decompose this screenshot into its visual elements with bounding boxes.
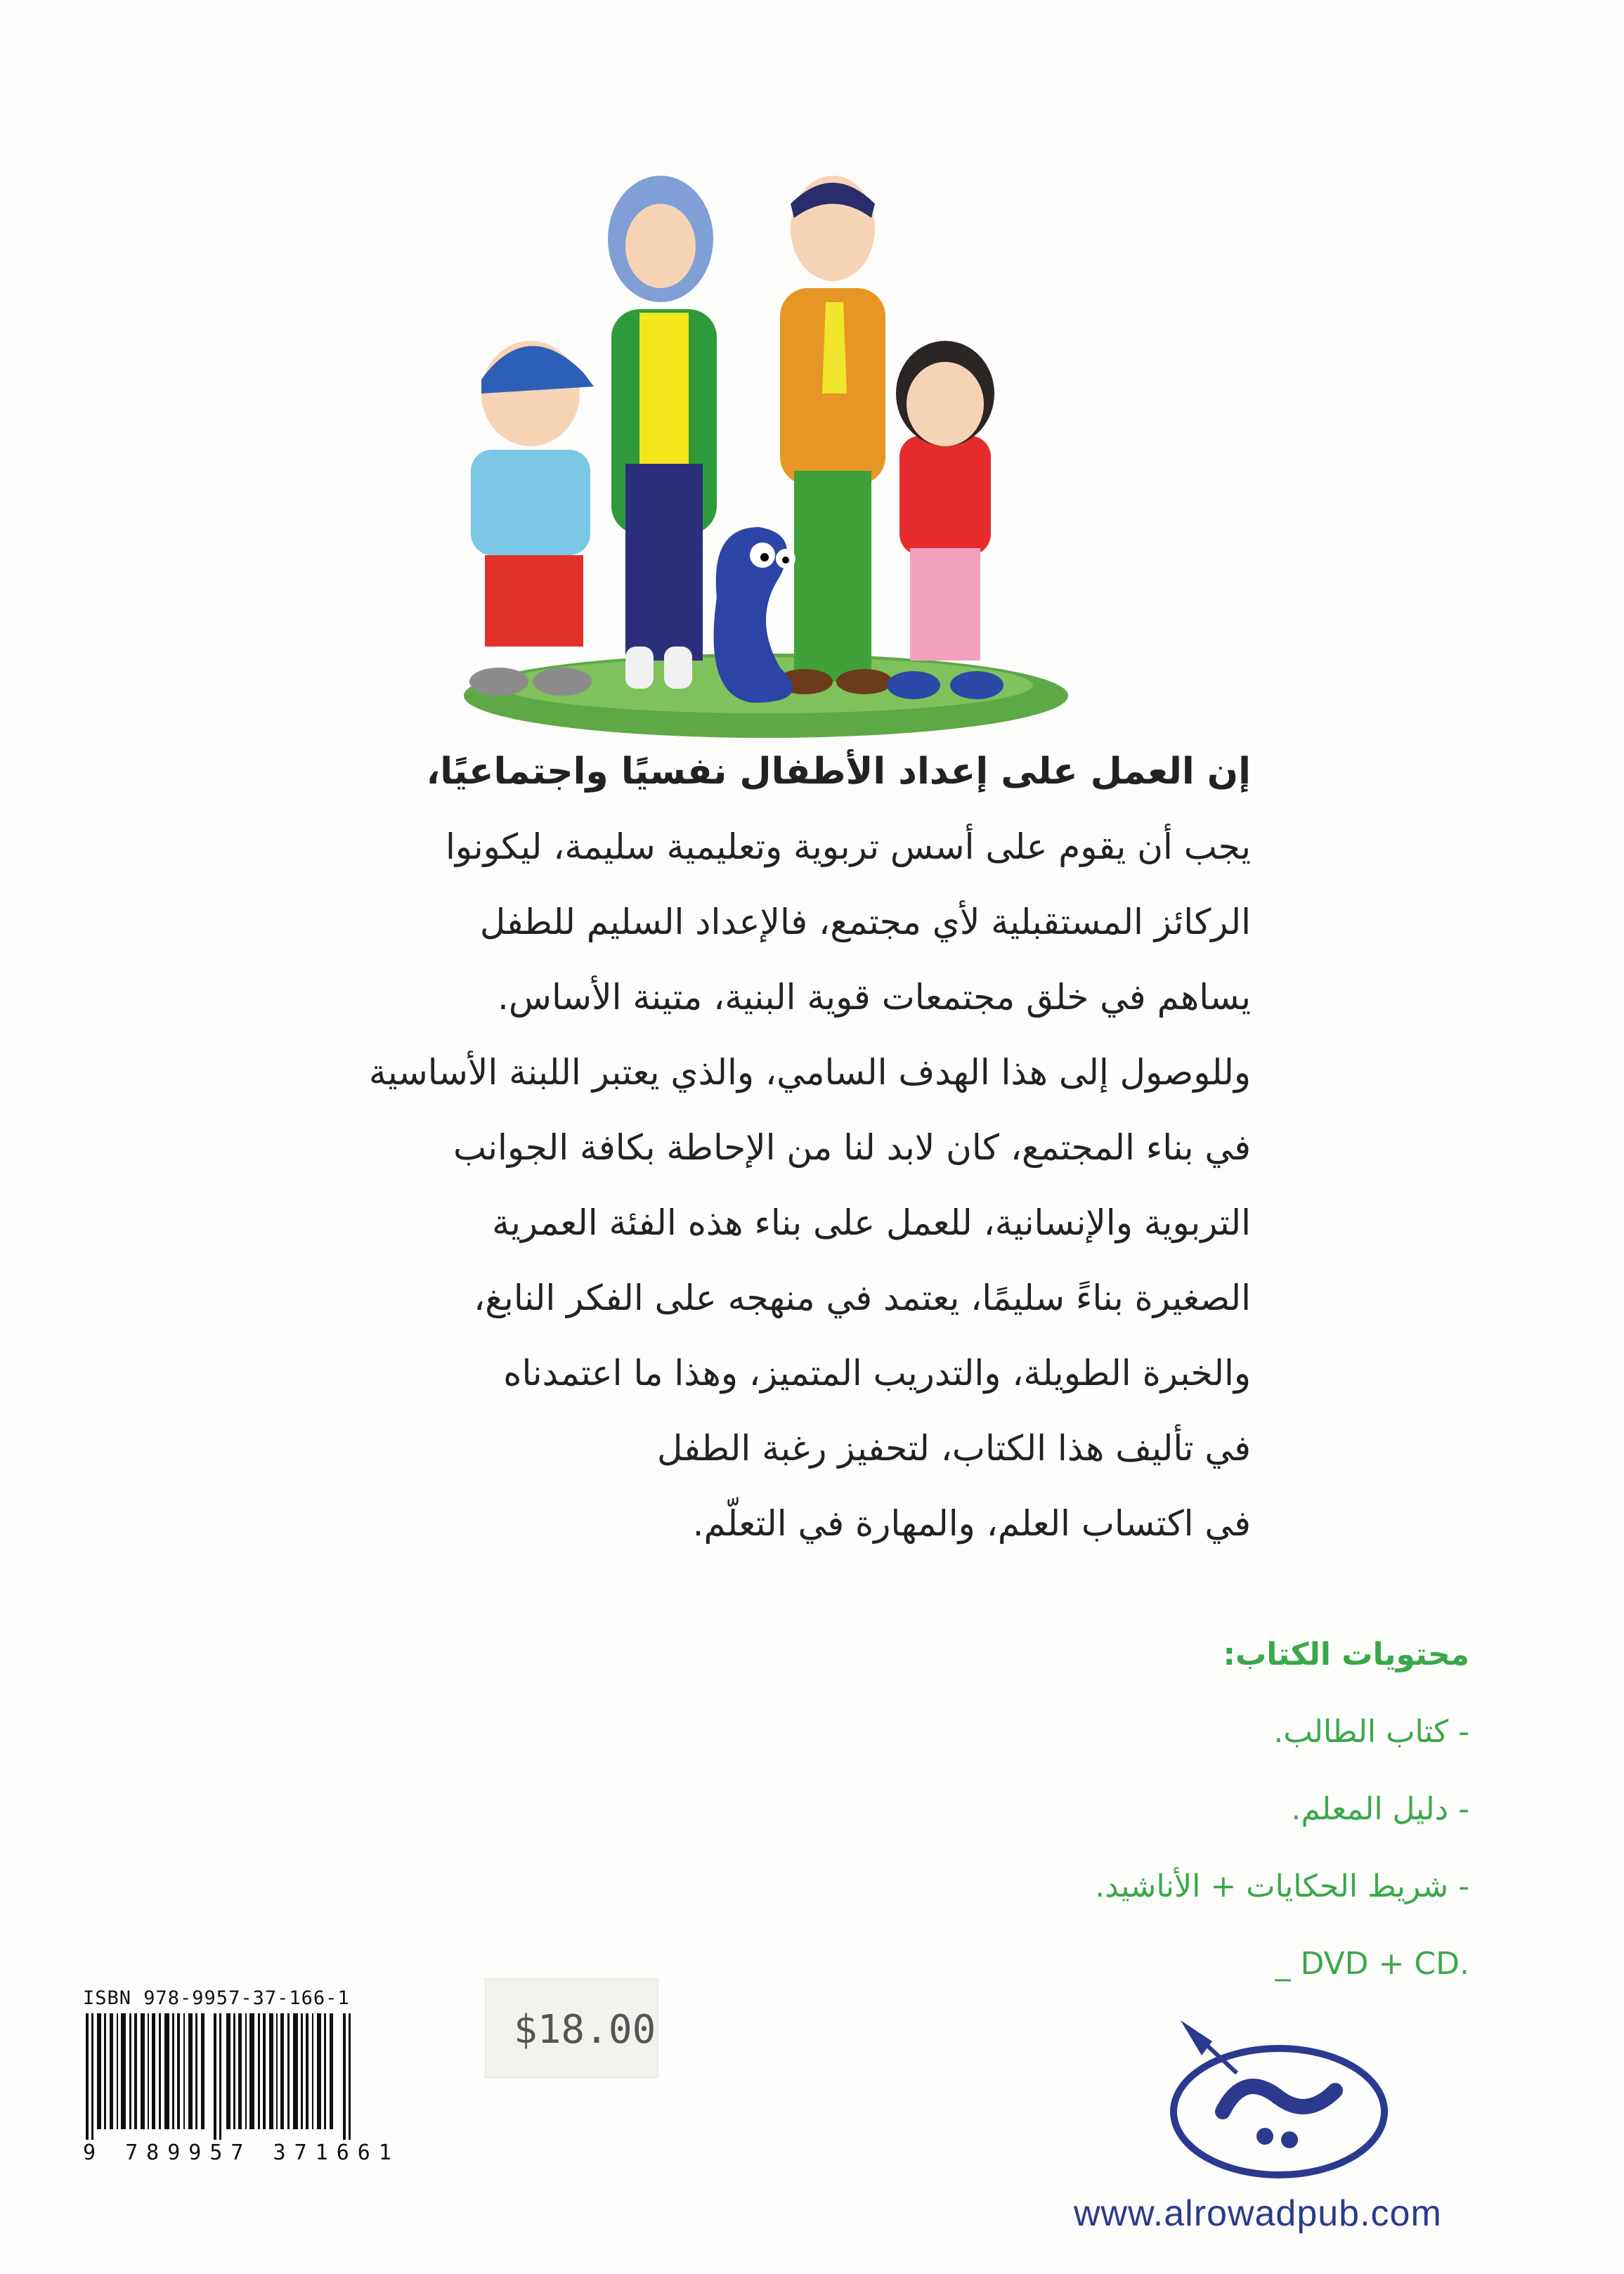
paragraph-line: في تأليف هذا الكتاب، لتحفيز رغبة الطفل bbox=[657, 1428, 1251, 1469]
paragraph-line: الركائز المستقبلية لأي مجتمع، فالإعداد السليم للطفل bbox=[479, 902, 1251, 942]
paragraph-line: وللوصول إلى هذا الهدف السامي، والذي يعتبر اللبنة الأساسية bbox=[368, 1052, 1251, 1093]
contents-item: - دليل المعلم. bbox=[1291, 1791, 1469, 1827]
contents-item: - كتاب الطالب. bbox=[1273, 1714, 1469, 1750]
paragraph-line: في اكتساب العلم، والمهارة في التعلّم. bbox=[692, 1503, 1251, 1544]
girl-figure bbox=[887, 341, 1003, 699]
price-sticker bbox=[485, 1978, 658, 2078]
paragraph-line: يجب أن يقوم على أسس تربوية وتعليمية سليمة، ليكونوا bbox=[445, 826, 1251, 867]
contents-item: - شريط الحكايات + الأناشيد. bbox=[1095, 1869, 1469, 1904]
boy-figure bbox=[469, 341, 594, 696]
description-paragraph bbox=[267, 734, 1251, 1561]
mother-figure bbox=[608, 176, 717, 689]
contents-item: _ DVD + CD. bbox=[1275, 1946, 1469, 1982]
letter-mascot bbox=[714, 527, 795, 703]
publisher-website[interactable]: www.alrowadpub.com bbox=[1074, 2193, 1442, 2234]
family-illustration bbox=[450, 162, 1082, 738]
paragraph-line: الصغيرة بناءً سليمًا، يعتمد في منهجه على الفكر النابغ، bbox=[474, 1278, 1251, 1318]
contents-heading: محتويات الكتاب: bbox=[1223, 1637, 1469, 1672]
book-contents-list bbox=[837, 1616, 1469, 2003]
isbn-label: ISBN 978-9957-37-166-1 bbox=[83, 1987, 350, 2009]
paragraph-line: في بناء المجتمع، كان لابد لنا من الإحاطة بكافة الجوانب bbox=[453, 1127, 1251, 1168]
paragraph-line: والخبرة الطويلة، والتدريب المتميز، وهذا ما اعتمدناه bbox=[503, 1353, 1251, 1393]
paragraph-line: يساهم في خلق مجتمعات قوية البنية، متينة الأساس. bbox=[498, 977, 1251, 1018]
barcode-digits: 9 789957 371661 bbox=[83, 2140, 400, 2165]
paragraph-line: إن العمل على إعداد الأطفال نفسيًا واجتماعيًا، bbox=[426, 751, 1251, 793]
paragraph-line: التربوية والإنسانية، للعمل على بناء هذه الفئة العمرية bbox=[492, 1202, 1251, 1243]
price-label: $18.00 bbox=[514, 2007, 656, 2053]
father-figure bbox=[777, 176, 892, 694]
publisher-logo bbox=[1159, 2006, 1398, 2182]
